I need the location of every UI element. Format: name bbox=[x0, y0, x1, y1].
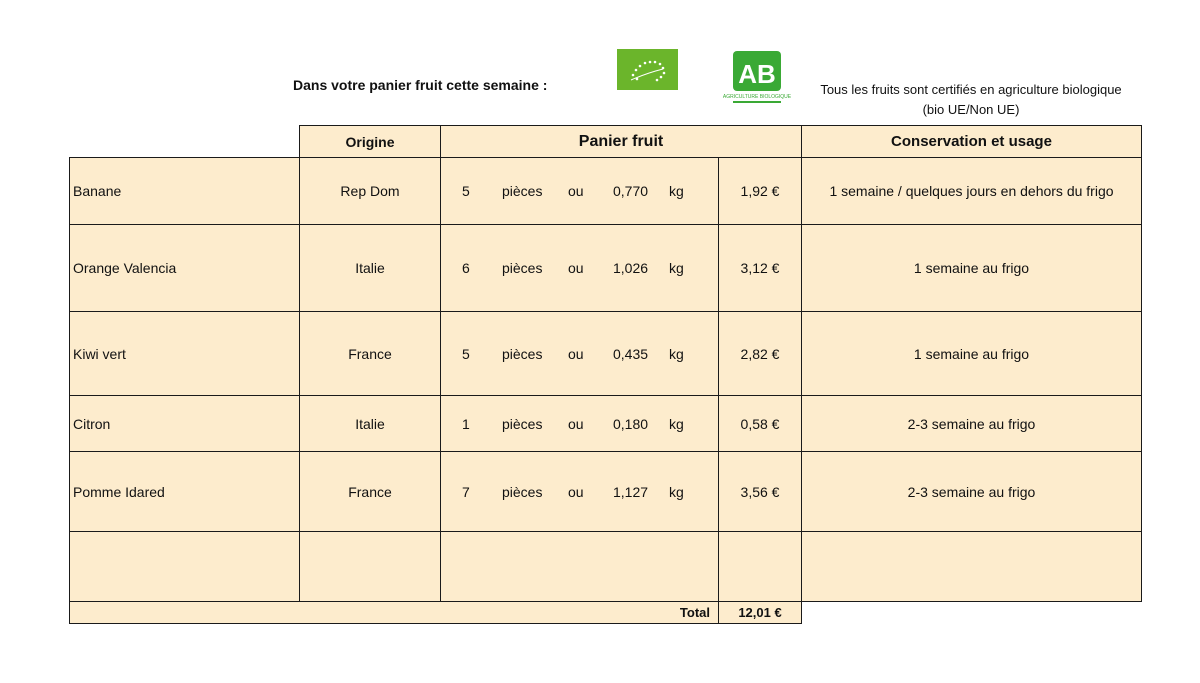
or-label: ou bbox=[568, 415, 584, 432]
unit-pieces: pièces bbox=[502, 483, 543, 500]
header-origin: Origine bbox=[299, 125, 441, 158]
unit-pieces: pièces bbox=[502, 183, 543, 199]
row-banane-storage: 1 semaine / quelques jours en dehors du frigo bbox=[801, 157, 1142, 225]
row-kiwi-price: 2,82 € bbox=[718, 311, 802, 396]
row-pomme-storage: 2-3 semaine au frigo bbox=[801, 451, 1142, 532]
weight: 1,026 bbox=[613, 260, 649, 276]
weight: 0,180 bbox=[613, 415, 649, 432]
unit-kg: kg bbox=[669, 260, 684, 276]
weight: 0,770 bbox=[613, 183, 649, 199]
row-orange-storage: 1 semaine au frigo bbox=[801, 224, 1142, 312]
row-banane-quantity bbox=[440, 157, 719, 225]
row-kiwi-storage: 1 semaine au frigo bbox=[801, 311, 1142, 396]
empty-cell bbox=[440, 531, 719, 602]
unit-kg: kg bbox=[669, 345, 684, 362]
unit-kg: kg bbox=[669, 183, 684, 199]
row-banane-price: 1,92 € bbox=[718, 157, 802, 225]
header-basket: Panier fruit bbox=[440, 125, 802, 158]
count: 7 bbox=[462, 483, 470, 500]
total-value: 12,01 € bbox=[718, 601, 802, 624]
row-orange-price: 3,12 € bbox=[718, 224, 802, 312]
row-kiwi-quantity bbox=[440, 311, 719, 396]
page-title: Dans votre panier fruit cette semaine : bbox=[293, 77, 548, 93]
total-label: Total bbox=[69, 601, 719, 624]
row-pomme-origin: France bbox=[299, 451, 441, 532]
row-kiwi-name: Kiwi vert bbox=[69, 311, 300, 396]
certification-text: Tous les fruits sont certifiés en agriculture biologique (bio UE/Non UE) bbox=[820, 82, 1122, 117]
unit-pieces: pièces bbox=[502, 260, 543, 276]
row-kiwi-origin: France bbox=[299, 311, 441, 396]
unit-pieces: pièces bbox=[502, 345, 543, 362]
unit-kg: kg bbox=[669, 415, 684, 432]
or-label: ou bbox=[568, 483, 584, 500]
row-pomme-name: Pomme Idared bbox=[69, 451, 300, 532]
or-label: ou bbox=[568, 183, 584, 199]
empty-cell bbox=[69, 531, 300, 602]
row-citron-price: 0,58 € bbox=[718, 395, 802, 452]
eu-organic-leaf-logo-icon bbox=[617, 49, 678, 90]
count: 5 bbox=[462, 183, 470, 199]
row-pomme-quantity bbox=[440, 451, 719, 532]
header-storage: Conservation et usage bbox=[801, 125, 1142, 158]
row-banane-origin: Rep Dom bbox=[299, 157, 441, 225]
row-banane-name: Banane bbox=[69, 157, 300, 225]
row-orange-name: Orange Valencia bbox=[69, 224, 300, 312]
empty-cell bbox=[718, 531, 802, 602]
unit-kg: kg bbox=[669, 483, 684, 500]
row-orange-quantity bbox=[440, 224, 719, 312]
count: 5 bbox=[462, 345, 470, 362]
row-orange-origin: Italie bbox=[299, 224, 441, 312]
or-label: ou bbox=[568, 260, 584, 276]
or-label: ou bbox=[568, 345, 584, 362]
ab-logo-caption: AGRICULTURE BIOLOGIQUE bbox=[722, 94, 792, 100]
empty-cell bbox=[801, 531, 1142, 602]
row-citron-storage: 2-3 semaine au frigo bbox=[801, 395, 1142, 452]
empty-cell bbox=[299, 531, 441, 602]
row-citron-name: Citron bbox=[69, 395, 300, 452]
ab-logo-text: AB bbox=[738, 59, 776, 89]
row-citron-quantity bbox=[440, 395, 719, 452]
count: 1 bbox=[462, 415, 470, 432]
weight: 0,435 bbox=[613, 345, 649, 362]
row-citron-origin: Italie bbox=[299, 395, 441, 452]
count: 6 bbox=[462, 260, 470, 276]
unit-pieces: pièces bbox=[502, 415, 543, 432]
weight: 1,127 bbox=[613, 483, 649, 500]
row-pomme-price: 3,56 € bbox=[718, 451, 802, 532]
ab-agriculture-biologique-logo-icon bbox=[722, 51, 792, 106]
